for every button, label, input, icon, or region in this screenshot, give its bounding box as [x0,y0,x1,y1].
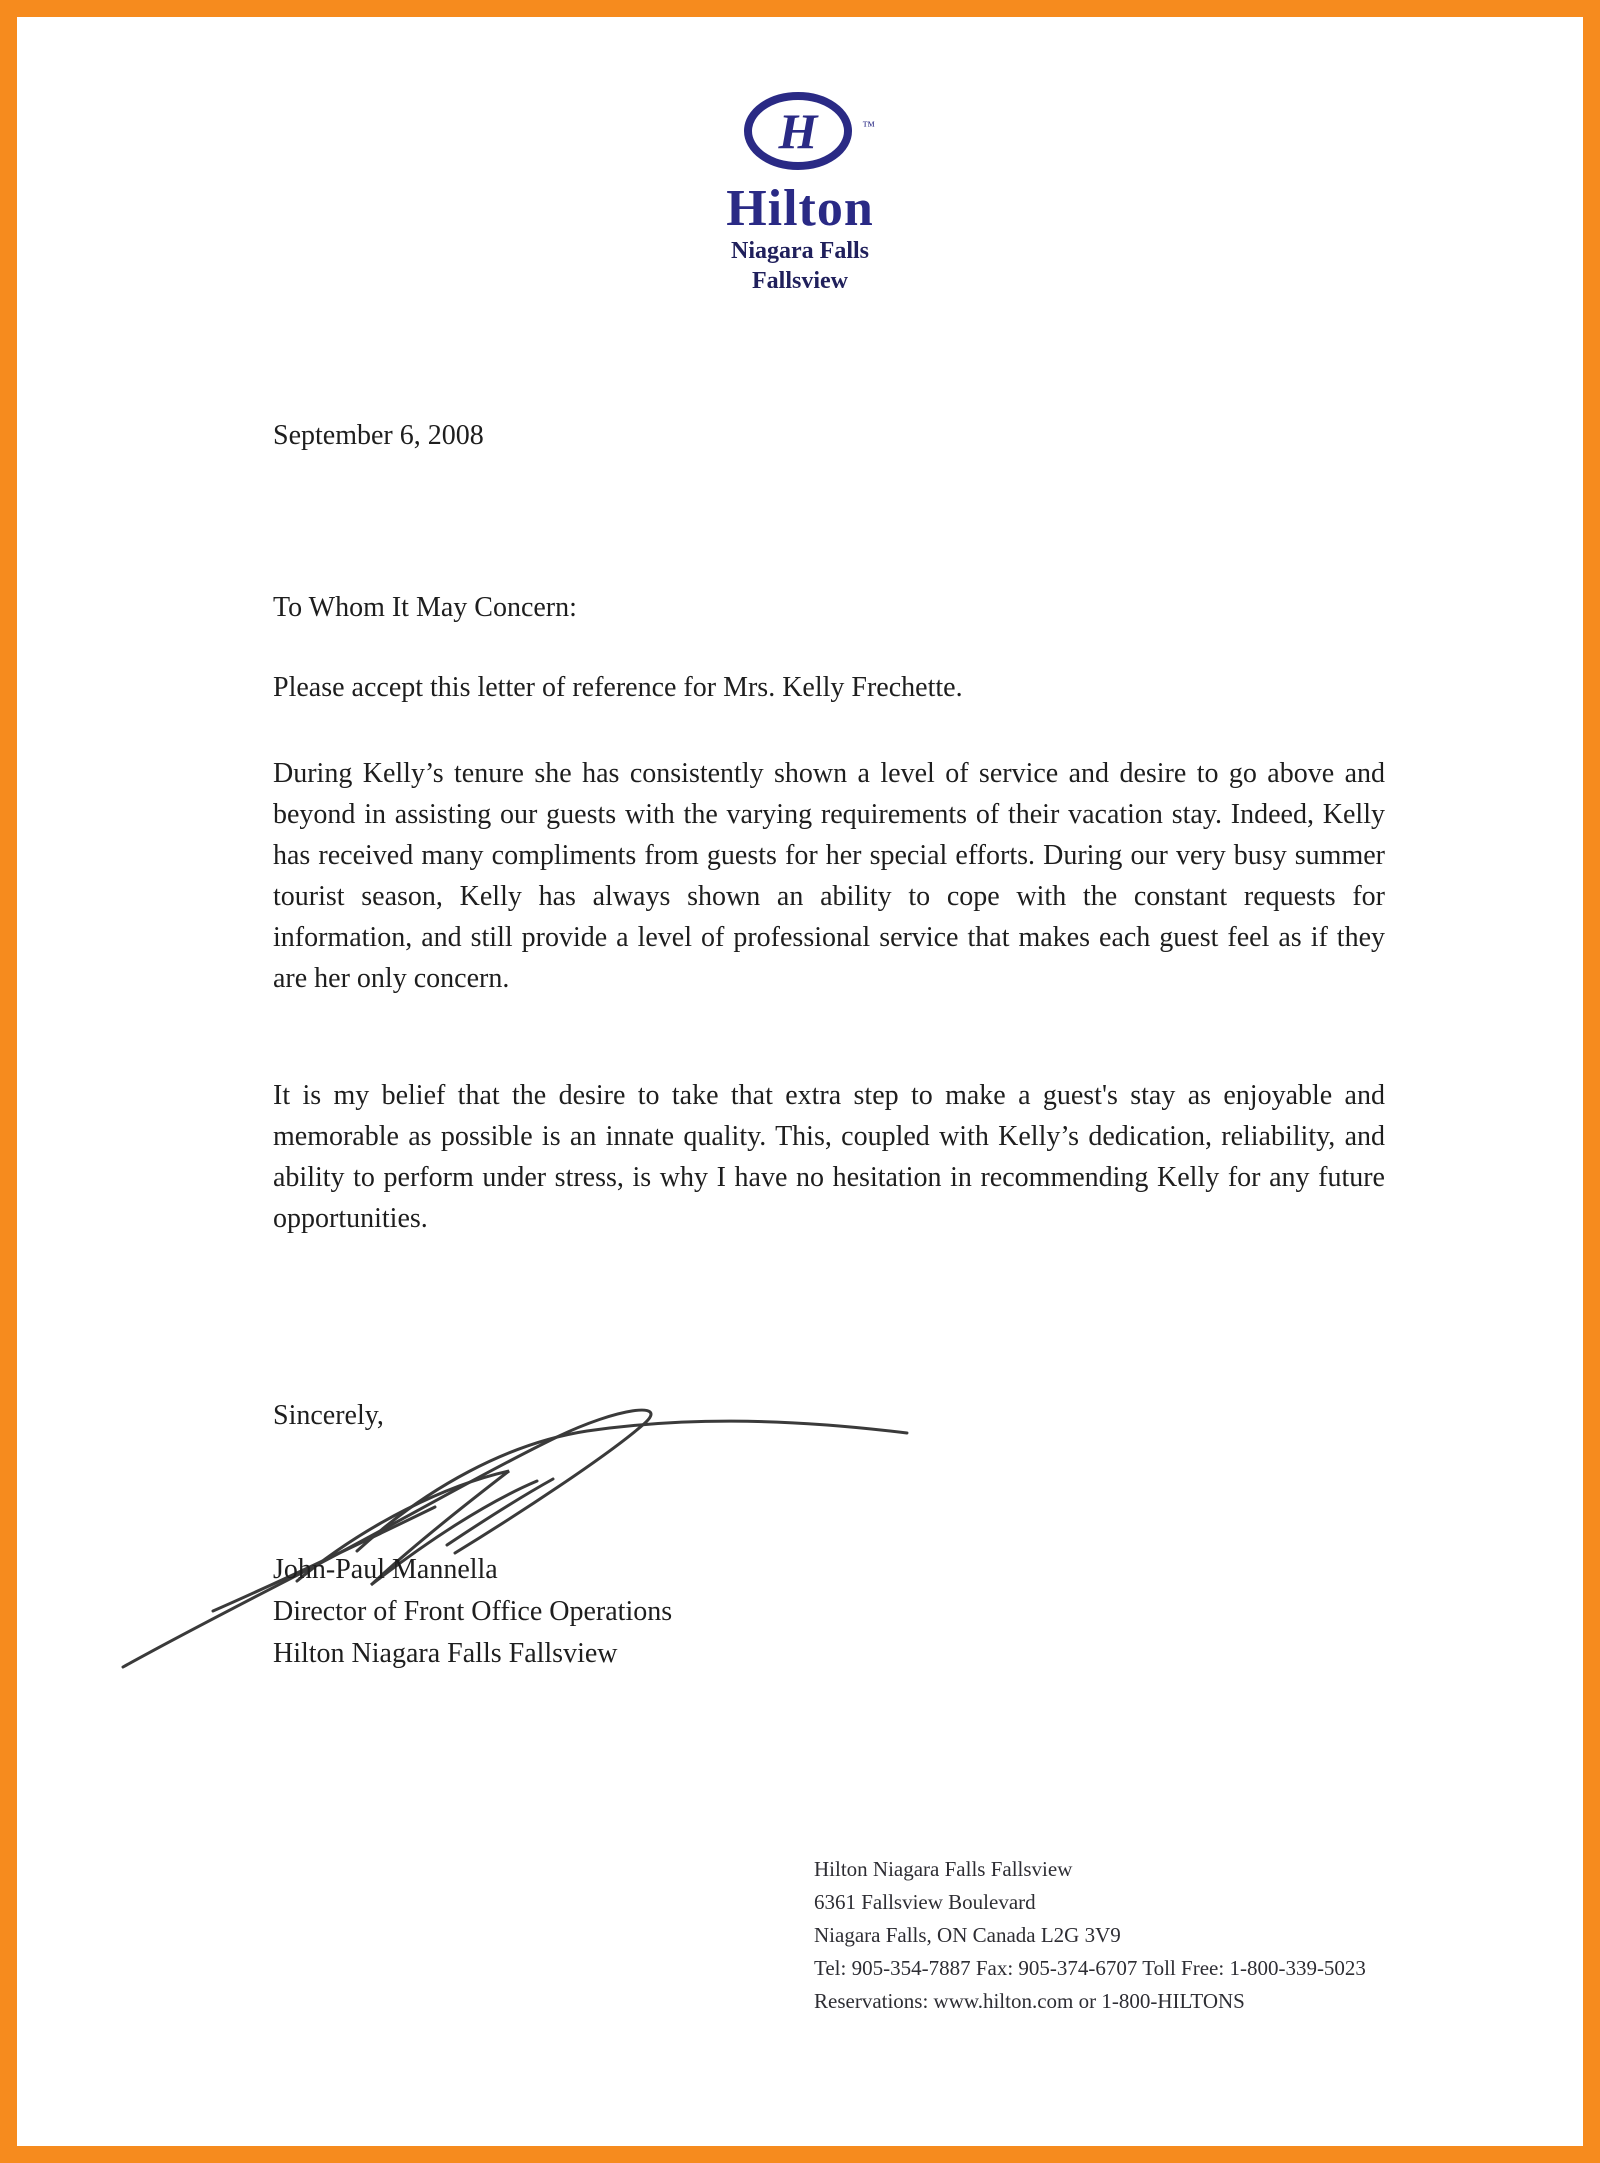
footer-line-city: Niagara Falls, ON Canada L2G 3V9 [814,1923,1121,1947]
signer-title: Director of Front Office Operations [273,1596,673,1627]
signer-company: Hilton Niagara Falls Fallsview [273,1638,618,1669]
hilton-logo-icon [741,89,875,175]
signer-block [273,1549,672,1675]
brand-location-line1: Niagara Falls [731,238,869,264]
letter-date: September 6, 2008 [273,420,484,451]
trademark-symbol: ™ [862,118,875,133]
svg-text:H: H [778,103,818,159]
body-paragraph-1: During Kelly’s tenure she has consistently shown a level of service and desire to go above and beyond in assisting our guests with the varying requirements of their vacation stay. Indeed, Kelly has received many compliments from guests for her special efforts. During our very busy summer tourist season, Kelly has always shown an ability to cope with the constant requests for information, and still provide a level of professional service that makes each guest feel as if they are her only concern. [273,758,1385,994]
salutation: To Whom It May Concern: [273,592,577,623]
footer-contact-block [814,1853,1366,2018]
footer-line-street: 6361 Fallsview Boulevard [814,1890,1036,1914]
brand-wordmark: Hilton [726,180,874,237]
letterhead [17,89,1583,296]
signer-name: John-Paul Mannella [273,1554,498,1585]
intro-line: Please accept this letter of reference for Mrs. Kelly Frechette. [273,672,963,703]
footer-line-phones: Tel: 905-354-7887 Fax: 905-374-6707 Toll Free: 1-800-339-5023 [814,1956,1366,1980]
footer-line-hotel: Hilton Niagara Falls Fallsview [814,1857,1073,1881]
footer-line-reservations: Reservations: www.hilton.com or 1-800-HILTONS [814,1989,1245,2013]
closing-word: Sincerely, [273,1400,384,1431]
body-paragraph-2: It is my belief that the desire to take that extra step to make a guest's stay as enjoyable and memorable as possible is an innate quality. This, coupled with Kelly’s dedication, reliability, and ability to perform under stress, is why I have no hesitation in recommending Kelly for any future opportunities. [273,1080,1385,1234]
brand-location-line2: Fallsview [752,268,848,294]
